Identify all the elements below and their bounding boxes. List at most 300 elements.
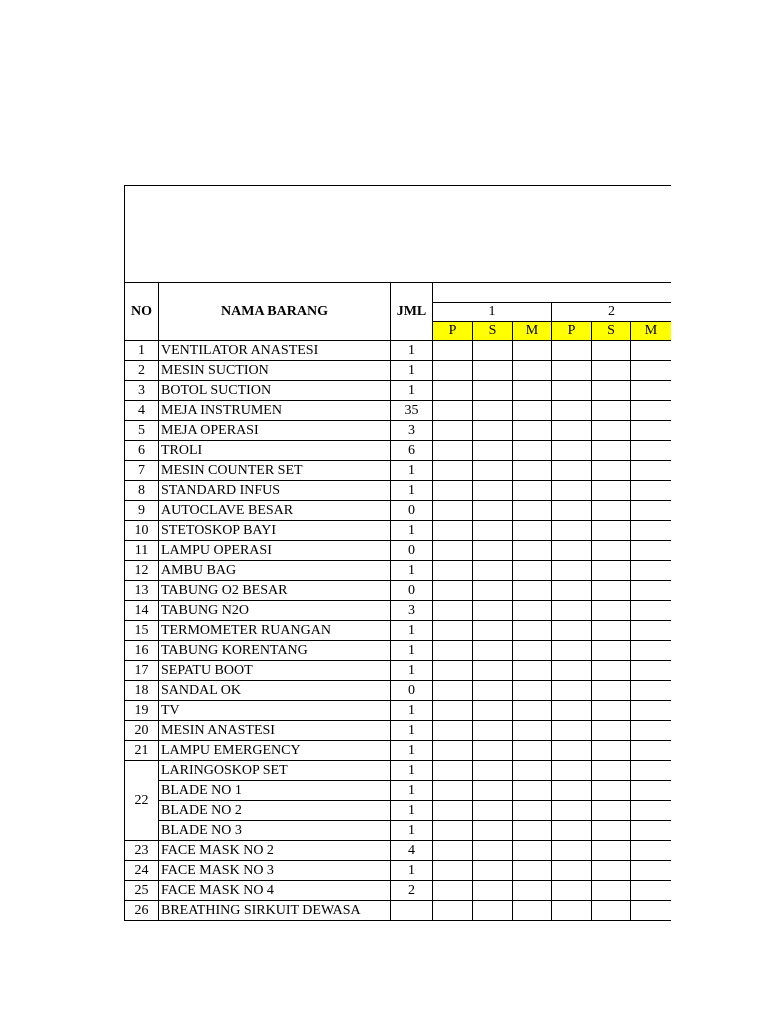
row-no: 24 [125, 861, 159, 881]
row-check-cell[interactable] [513, 601, 552, 621]
table-row [125, 901, 672, 921]
row-check-cell[interactable] [631, 721, 672, 741]
row-check-cell[interactable] [552, 381, 592, 401]
row-check-cell[interactable] [552, 461, 592, 481]
table-row [125, 701, 672, 721]
header-sub-p-2: P [552, 322, 592, 341]
row-check-cell[interactable] [513, 681, 552, 701]
row-no: 14 [125, 601, 159, 621]
row-check-cell[interactable] [552, 561, 592, 581]
row-item-name: TABUNG KORENTANG [159, 641, 391, 661]
row-check-cell[interactable] [552, 361, 592, 381]
row-check-cell[interactable] [631, 701, 672, 721]
row-item-name: LAMPU OPERASI [159, 541, 391, 561]
row-item-name: LAMPU EMERGENCY [159, 741, 391, 761]
table-row [125, 381, 672, 401]
row-check-cell[interactable] [592, 781, 631, 801]
row-check-cell[interactable] [513, 841, 552, 861]
row-check-cell[interactable] [592, 381, 631, 401]
row-item-name: TABUNG N2O [159, 601, 391, 621]
row-item-name: STETOSKOP BAYI [159, 521, 391, 541]
table-row [125, 401, 672, 421]
row-check-cell[interactable] [473, 341, 513, 361]
row-check-cell[interactable] [631, 641, 672, 661]
inventory-table-region [124, 185, 671, 921]
row-check-cell[interactable] [433, 821, 473, 841]
row-check-cell[interactable] [513, 741, 552, 761]
row-check-cell[interactable] [552, 841, 592, 861]
header-period-area [433, 283, 672, 303]
row-check-cell[interactable] [631, 561, 672, 581]
row-check-cell[interactable] [473, 721, 513, 741]
row-check-cell[interactable] [592, 441, 631, 461]
row-check-cell[interactable] [433, 801, 473, 821]
row-check-cell[interactable] [473, 401, 513, 421]
row-check-cell[interactable] [592, 861, 631, 881]
row-check-cell[interactable] [513, 801, 552, 821]
row-check-cell[interactable] [473, 821, 513, 841]
row-item-name: MESIN ANASTESI [159, 721, 391, 741]
row-check-cell[interactable] [473, 601, 513, 621]
header-sub-p-1: P [433, 322, 473, 341]
row-check-cell[interactable] [473, 681, 513, 701]
table-row [125, 541, 672, 561]
row-check-cell[interactable] [592, 601, 631, 621]
title-area-row [125, 186, 672, 283]
table-row [125, 881, 672, 901]
row-item-name: MESIN SUCTION [159, 361, 391, 381]
row-no: 11 [125, 541, 159, 561]
table-row [125, 481, 672, 501]
row-check-cell[interactable] [433, 461, 473, 481]
row-check-cell[interactable] [552, 401, 592, 421]
row-check-cell[interactable] [513, 381, 552, 401]
row-check-cell[interactable] [433, 721, 473, 741]
row-check-cell[interactable] [592, 681, 631, 701]
row-check-cell[interactable] [631, 861, 672, 881]
row-check-cell[interactable] [592, 881, 631, 901]
row-check-cell[interactable] [592, 361, 631, 381]
row-check-cell[interactable] [433, 781, 473, 801]
row-check-cell[interactable] [473, 661, 513, 681]
row-check-cell[interactable] [433, 401, 473, 421]
row-quantity: 1 [391, 521, 433, 541]
row-check-cell[interactable] [552, 761, 592, 781]
row-check-cell[interactable] [552, 901, 592, 921]
table-row [125, 741, 672, 761]
row-check-cell[interactable] [552, 781, 592, 801]
row-no: 20 [125, 721, 159, 741]
row-check-cell[interactable] [433, 621, 473, 641]
row-no: 6 [125, 441, 159, 461]
row-check-cell[interactable] [433, 361, 473, 381]
row-check-cell[interactable] [592, 821, 631, 841]
row-check-cell[interactable] [552, 821, 592, 841]
row-quantity: 1 [391, 561, 433, 581]
row-check-cell[interactable] [592, 801, 631, 821]
row-quantity: 1 [391, 741, 433, 761]
row-item-name: VENTILATOR ANASTESI [159, 341, 391, 361]
table-row [125, 561, 672, 581]
row-no: 25 [125, 881, 159, 901]
row-quantity: 6 [391, 441, 433, 461]
table-row [125, 821, 672, 841]
table-row [125, 361, 672, 381]
row-check-cell[interactable] [631, 681, 672, 701]
row-no: 10 [125, 521, 159, 541]
row-quantity: 1 [391, 701, 433, 721]
row-check-cell[interactable] [433, 501, 473, 521]
row-check-cell[interactable] [473, 861, 513, 881]
row-item-name: MESIN COUNTER SET [159, 461, 391, 481]
row-check-cell[interactable] [513, 521, 552, 541]
row-check-cell[interactable] [592, 841, 631, 861]
row-no: 21 [125, 741, 159, 761]
row-no: 5 [125, 421, 159, 441]
row-check-cell[interactable] [513, 901, 552, 921]
row-item-name: TV [159, 701, 391, 721]
row-check-cell[interactable] [513, 421, 552, 441]
table-row [125, 781, 672, 801]
row-check-cell[interactable] [592, 461, 631, 481]
row-quantity: 1 [391, 461, 433, 481]
row-quantity: 35 [391, 401, 433, 421]
row-check-cell[interactable] [513, 561, 552, 581]
row-quantity: 1 [391, 621, 433, 641]
table-row [125, 421, 672, 441]
row-no: 17 [125, 661, 159, 681]
row-item-name: MEJA OPERASI [159, 421, 391, 441]
row-check-cell[interactable] [473, 761, 513, 781]
row-check-cell[interactable] [552, 881, 592, 901]
row-quantity: 3 [391, 601, 433, 621]
row-no: 23 [125, 841, 159, 861]
row-no: 18 [125, 681, 159, 701]
row-item-name: AUTOCLAVE BESAR [159, 501, 391, 521]
table-row [125, 601, 672, 621]
row-quantity: 3 [391, 421, 433, 441]
row-check-cell[interactable] [513, 361, 552, 381]
row-check-cell[interactable] [513, 401, 552, 421]
table-row [125, 841, 672, 861]
table-row [125, 641, 672, 661]
table-row [125, 341, 672, 361]
row-check-cell[interactable] [592, 521, 631, 541]
row-check-cell[interactable] [513, 501, 552, 521]
row-check-cell[interactable] [631, 541, 672, 561]
row-no: 4 [125, 401, 159, 421]
row-no: 3 [125, 381, 159, 401]
row-check-cell[interactable] [552, 641, 592, 661]
row-item-name: FACE MASK NO 4 [159, 881, 391, 901]
row-check-cell[interactable] [473, 421, 513, 441]
table-row [125, 721, 672, 741]
row-check-cell[interactable] [631, 581, 672, 601]
table-row [125, 621, 672, 641]
row-check-cell[interactable] [552, 581, 592, 601]
row-quantity: 4 [391, 841, 433, 861]
table-row [125, 761, 672, 781]
row-no: 1 [125, 341, 159, 361]
row-quantity: 1 [391, 661, 433, 681]
row-check-cell[interactable] [433, 601, 473, 621]
row-check-cell[interactable] [513, 541, 552, 561]
row-check-cell[interactable] [473, 481, 513, 501]
header-sub-m-2: M [631, 322, 672, 341]
row-item-name: SANDAL OK [159, 681, 391, 701]
row-check-cell[interactable] [473, 381, 513, 401]
row-check-cell[interactable] [473, 781, 513, 801]
row-check-cell[interactable] [433, 541, 473, 561]
row-check-cell[interactable] [631, 361, 672, 381]
row-check-cell[interactable] [473, 441, 513, 461]
row-check-cell[interactable] [631, 521, 672, 541]
table-row [125, 501, 672, 521]
header-group-2: 2 [552, 303, 672, 322]
row-check-cell[interactable] [552, 501, 592, 521]
row-check-cell[interactable] [433, 681, 473, 701]
row-check-cell[interactable] [473, 541, 513, 561]
header-jml: JML [391, 283, 433, 341]
row-quantity: 0 [391, 681, 433, 701]
row-check-cell[interactable] [433, 861, 473, 881]
row-check-cell[interactable] [552, 661, 592, 681]
header-sub-m-1: M [513, 322, 552, 341]
row-quantity: 1 [391, 761, 433, 781]
row-item-name: TABUNG O2 BESAR [159, 581, 391, 601]
row-check-cell[interactable] [552, 421, 592, 441]
row-check-cell[interactable] [631, 401, 672, 421]
row-check-cell[interactable] [473, 641, 513, 661]
row-item-name: FACE MASK NO 2 [159, 841, 391, 861]
row-check-cell[interactable] [433, 341, 473, 361]
row-no: 2 [125, 361, 159, 381]
row-check-cell[interactable] [592, 741, 631, 761]
row-check-cell[interactable] [552, 861, 592, 881]
row-check-cell[interactable] [433, 381, 473, 401]
row-check-cell[interactable] [552, 801, 592, 821]
row-item-name: AMBU BAG [159, 561, 391, 581]
row-no: 15 [125, 621, 159, 641]
row-check-cell[interactable] [513, 661, 552, 681]
row-check-cell[interactable] [473, 901, 513, 921]
row-check-cell[interactable] [513, 641, 552, 661]
row-no: 8 [125, 481, 159, 501]
row-check-cell[interactable] [592, 401, 631, 421]
row-item-name: FACE MASK NO 3 [159, 861, 391, 881]
row-check-cell[interactable] [433, 761, 473, 781]
row-check-cell[interactable] [513, 821, 552, 841]
row-check-cell[interactable] [631, 621, 672, 641]
row-check-cell[interactable] [513, 761, 552, 781]
row-check-cell[interactable] [631, 821, 672, 841]
row-check-cell[interactable] [552, 721, 592, 741]
row-check-cell[interactable] [631, 501, 672, 521]
row-check-cell[interactable] [592, 641, 631, 661]
row-check-cell[interactable] [473, 461, 513, 481]
inventory-table [124, 185, 671, 921]
row-no: 19 [125, 701, 159, 721]
row-item-name: TROLI [159, 441, 391, 461]
row-check-cell[interactable] [631, 801, 672, 821]
row-check-cell[interactable] [592, 721, 631, 741]
row-item-name: LARINGOSKOP SET [159, 761, 391, 781]
row-check-cell[interactable] [552, 701, 592, 721]
header-nama-barang: NAMA BARANG [159, 283, 391, 341]
row-check-cell[interactable] [473, 521, 513, 541]
row-quantity: 1 [391, 381, 433, 401]
row-check-cell[interactable] [513, 581, 552, 601]
row-check-cell[interactable] [433, 741, 473, 761]
title-area [125, 186, 672, 283]
row-check-cell[interactable] [592, 421, 631, 441]
row-check-cell[interactable] [433, 481, 473, 501]
row-check-cell[interactable] [552, 741, 592, 761]
row-check-cell[interactable] [592, 901, 631, 921]
row-check-cell[interactable] [473, 741, 513, 761]
table-body [125, 186, 672, 921]
row-check-cell[interactable] [473, 361, 513, 381]
row-no: 12 [125, 561, 159, 581]
row-check-cell[interactable] [592, 701, 631, 721]
row-check-cell[interactable] [473, 841, 513, 861]
table-row [125, 681, 672, 701]
row-check-cell[interactable] [592, 581, 631, 601]
row-check-cell[interactable] [473, 561, 513, 581]
row-check-cell[interactable] [513, 861, 552, 881]
header-sub-s-2: S [592, 322, 631, 341]
row-check-cell[interactable] [513, 721, 552, 741]
row-check-cell[interactable] [513, 781, 552, 801]
row-no: 9 [125, 501, 159, 521]
row-check-cell[interactable] [631, 481, 672, 501]
row-item-name: STANDARD INFUS [159, 481, 391, 501]
row-no: 7 [125, 461, 159, 481]
row-check-cell[interactable] [631, 841, 672, 861]
row-check-cell[interactable] [631, 381, 672, 401]
row-check-cell[interactable] [513, 621, 552, 641]
row-item-name: BOTOL SUCTION [159, 381, 391, 401]
table-row [125, 861, 672, 881]
row-check-cell[interactable] [631, 741, 672, 761]
row-check-cell[interactable] [433, 841, 473, 861]
row-check-cell[interactable] [513, 481, 552, 501]
row-check-cell[interactable] [433, 881, 473, 901]
row-check-cell[interactable] [631, 761, 672, 781]
row-check-cell[interactable] [592, 341, 631, 361]
row-quantity [391, 901, 433, 921]
row-check-cell[interactable] [473, 621, 513, 641]
row-check-cell[interactable] [552, 541, 592, 561]
row-item-name: MEJA INSTRUMEN [159, 401, 391, 421]
row-check-cell[interactable] [473, 881, 513, 901]
row-check-cell[interactable] [631, 661, 672, 681]
row-check-cell[interactable] [433, 421, 473, 441]
row-quantity: 1 [391, 481, 433, 501]
row-check-cell[interactable] [552, 441, 592, 461]
row-check-cell[interactable] [631, 461, 672, 481]
row-check-cell[interactable] [513, 701, 552, 721]
row-check-cell[interactable] [433, 441, 473, 461]
row-quantity: 2 [391, 881, 433, 901]
row-check-cell[interactable] [592, 621, 631, 641]
row-quantity: 1 [391, 821, 433, 841]
row-quantity: 1 [391, 641, 433, 661]
row-check-cell[interactable] [552, 601, 592, 621]
row-check-cell[interactable] [433, 641, 473, 661]
row-check-cell[interactable] [631, 421, 672, 441]
header-no: NO [125, 283, 159, 341]
row-no: 26 [125, 901, 159, 921]
row-quantity: 1 [391, 861, 433, 881]
row-check-cell[interactable] [631, 601, 672, 621]
row-item-name: BLADE NO 2 [159, 801, 391, 821]
row-check-cell[interactable] [473, 581, 513, 601]
row-check-cell[interactable] [592, 561, 631, 581]
row-check-cell[interactable] [513, 461, 552, 481]
row-quantity: 0 [391, 541, 433, 561]
row-check-cell[interactable] [433, 701, 473, 721]
row-check-cell[interactable] [552, 521, 592, 541]
header-sub-s-1: S [473, 322, 513, 341]
table-row [125, 581, 672, 601]
row-check-cell[interactable] [592, 761, 631, 781]
row-check-cell[interactable] [592, 501, 631, 521]
header-row-top [125, 283, 672, 303]
row-check-cell[interactable] [631, 881, 672, 901]
row-no: 16 [125, 641, 159, 661]
row-check-cell[interactable] [433, 901, 473, 921]
row-check-cell[interactable] [513, 341, 552, 361]
row-quantity: 1 [391, 801, 433, 821]
table-row [125, 661, 672, 681]
row-check-cell[interactable] [433, 581, 473, 601]
row-check-cell[interactable] [433, 661, 473, 681]
row-check-cell[interactable] [631, 341, 672, 361]
row-check-cell[interactable] [552, 341, 592, 361]
row-check-cell[interactable] [473, 501, 513, 521]
row-check-cell[interactable] [631, 901, 672, 921]
header-group-1: 1 [433, 303, 552, 322]
row-quantity: 0 [391, 501, 433, 521]
row-check-cell[interactable] [513, 441, 552, 461]
row-check-cell[interactable] [592, 541, 631, 561]
row-quantity: 1 [391, 721, 433, 741]
row-check-cell[interactable] [513, 881, 552, 901]
row-check-cell[interactable] [552, 681, 592, 701]
row-check-cell[interactable] [552, 481, 592, 501]
row-item-name: SEPATU BOOT [159, 661, 391, 681]
row-check-cell[interactable] [552, 621, 592, 641]
row-no: 22 [125, 761, 159, 841]
row-check-cell[interactable] [433, 561, 473, 581]
row-check-cell[interactable] [592, 481, 631, 501]
row-quantity: 0 [391, 581, 433, 601]
row-check-cell[interactable] [473, 801, 513, 821]
row-check-cell[interactable] [631, 441, 672, 461]
table-row [125, 521, 672, 541]
row-item-name: TERMOMETER RUANGAN [159, 621, 391, 641]
row-quantity: 1 [391, 781, 433, 801]
row-check-cell[interactable] [473, 701, 513, 721]
row-item-name: BLADE NO 1 [159, 781, 391, 801]
row-item-name: BREATHING SIRKUIT DEWASA [159, 901, 391, 921]
row-check-cell[interactable] [433, 521, 473, 541]
row-check-cell[interactable] [631, 781, 672, 801]
row-no: 13 [125, 581, 159, 601]
row-check-cell[interactable] [592, 661, 631, 681]
table-row [125, 441, 672, 461]
